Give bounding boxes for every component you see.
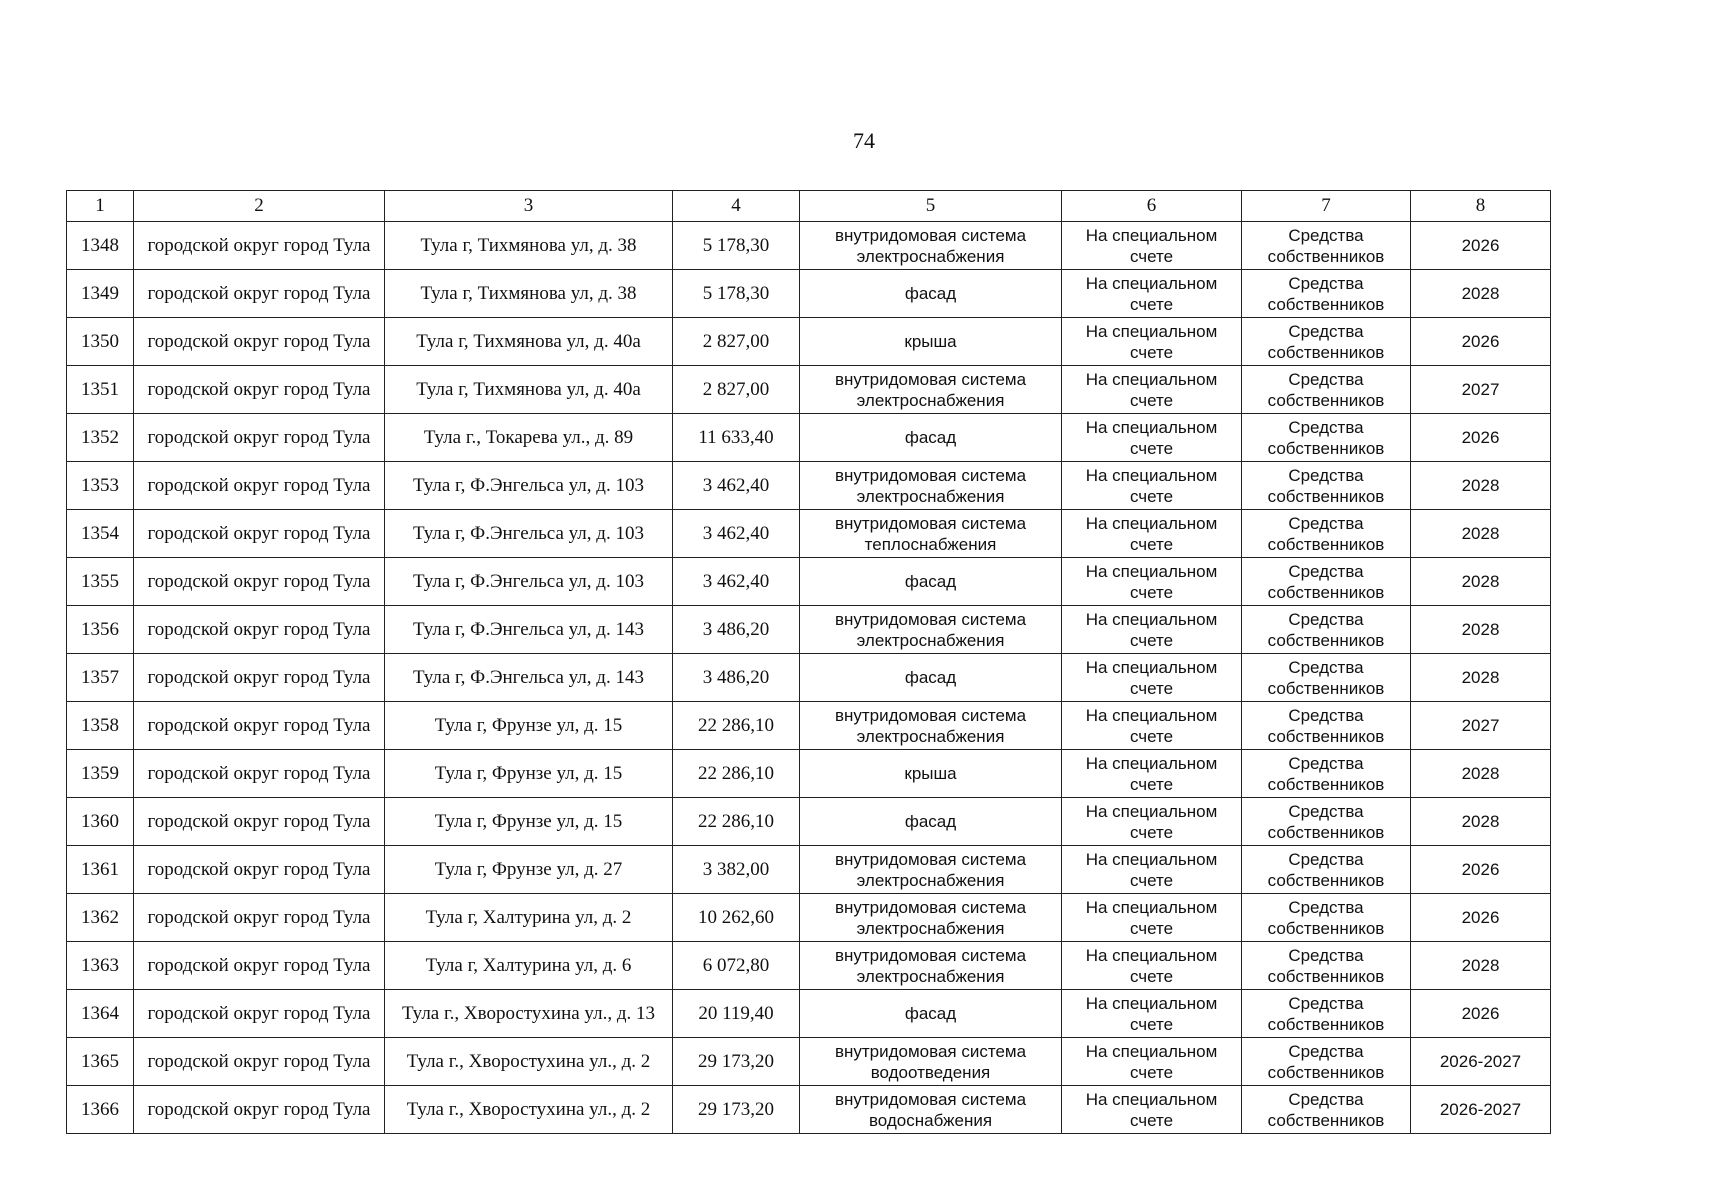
year-cell: 2028 <box>1411 510 1551 558</box>
work-type-cell: крыша <box>800 750 1062 798</box>
row-number: 1366 <box>67 1086 134 1134</box>
work-type-cell: фасад <box>800 558 1062 606</box>
table-row <box>67 846 1551 894</box>
area-cell: 3 462,40 <box>673 510 800 558</box>
account-cell: На специальном счете <box>1062 414 1242 462</box>
table-row <box>67 894 1551 942</box>
work-type-cell: фасад <box>800 414 1062 462</box>
address-cell: Тула г., Хворостухина ул., д. 2 <box>385 1086 673 1134</box>
funding-cell: Средства собственников <box>1242 270 1411 318</box>
municipality-cell: городской округ город Тула <box>134 990 385 1038</box>
account-cell: На специальном счете <box>1062 894 1242 942</box>
funding-cell: Средства собственников <box>1242 654 1411 702</box>
municipality-cell: городской округ город Тула <box>134 414 385 462</box>
area-cell: 5 178,30 <box>673 222 800 270</box>
year-cell: 2026 <box>1411 318 1551 366</box>
funding-cell: Средства собственников <box>1242 222 1411 270</box>
work-type-cell: крыша <box>800 318 1062 366</box>
year-cell: 2026 <box>1411 414 1551 462</box>
account-cell: На специальном счете <box>1062 798 1242 846</box>
address-cell: Тула г., Токарева ул., д. 89 <box>385 414 673 462</box>
year-cell: 2028 <box>1411 750 1551 798</box>
municipality-cell: городской округ город Тула <box>134 1086 385 1134</box>
year-cell: 2028 <box>1411 798 1551 846</box>
area-cell: 6 072,80 <box>673 942 800 990</box>
registry-body <box>67 222 1551 1134</box>
table-row <box>67 606 1551 654</box>
municipality-cell: городской округ город Тула <box>134 846 385 894</box>
year-cell: 2026 <box>1411 222 1551 270</box>
row-number: 1356 <box>67 606 134 654</box>
table-row <box>67 750 1551 798</box>
work-type-cell: внутридомовая система электроснабжения <box>800 846 1062 894</box>
address-cell: Тула г., Хворостухина ул., д. 13 <box>385 990 673 1038</box>
area-cell: 22 286,10 <box>673 750 800 798</box>
funding-cell: Средства собственников <box>1242 318 1411 366</box>
year-cell: 2026 <box>1411 990 1551 1038</box>
municipality-cell: городской округ город Тула <box>134 1038 385 1086</box>
municipality-cell: городской округ город Тула <box>134 894 385 942</box>
address-cell: Тула г, Ф.Энгельса ул, д. 143 <box>385 654 673 702</box>
address-cell: Тула г, Халтурина ул, д. 6 <box>385 942 673 990</box>
work-type-cell: фасад <box>800 654 1062 702</box>
address-cell: Тула г., Хворостухина ул., д. 2 <box>385 1038 673 1086</box>
municipality-cell: городской округ город Тула <box>134 606 385 654</box>
column-header: 3 <box>385 191 673 222</box>
column-header: 2 <box>134 191 385 222</box>
row-number: 1355 <box>67 558 134 606</box>
address-cell: Тула г, Халтурина ул, д. 2 <box>385 894 673 942</box>
funding-cell: Средства собственников <box>1242 366 1411 414</box>
table-row <box>67 942 1551 990</box>
funding-cell: Средства собственников <box>1242 894 1411 942</box>
funding-cell: Средства собственников <box>1242 462 1411 510</box>
work-type-cell: внутридомовая система электроснабжения <box>800 606 1062 654</box>
work-type-cell: внутридомовая система электроснабжения <box>800 222 1062 270</box>
address-cell: Тула г, Фрунзе ул, д. 15 <box>385 750 673 798</box>
work-type-cell: внутридомовая система водоснабжения <box>800 1086 1062 1134</box>
year-cell: 2028 <box>1411 270 1551 318</box>
municipality-cell: городской округ город Тула <box>134 558 385 606</box>
area-cell: 29 173,20 <box>673 1086 800 1134</box>
page-number: 74 <box>853 128 875 153</box>
row-number: 1363 <box>67 942 134 990</box>
account-cell: На специальном счете <box>1062 558 1242 606</box>
area-cell: 3 462,40 <box>673 462 800 510</box>
column-header: 8 <box>1411 191 1551 222</box>
work-type-cell: фасад <box>800 270 1062 318</box>
funding-cell: Средства собственников <box>1242 702 1411 750</box>
account-cell: На специальном счете <box>1062 1086 1242 1134</box>
year-cell: 2028 <box>1411 558 1551 606</box>
year-cell: 2026-2027 <box>1411 1086 1551 1134</box>
funding-cell: Средства собственников <box>1242 942 1411 990</box>
funding-cell: Средства собственников <box>1242 750 1411 798</box>
table-row <box>67 366 1551 414</box>
municipality-cell: городской округ город Тула <box>134 654 385 702</box>
area-cell: 22 286,10 <box>673 798 800 846</box>
row-number: 1350 <box>67 318 134 366</box>
row-number: 1353 <box>67 462 134 510</box>
account-cell: На специальном счете <box>1062 846 1242 894</box>
year-cell: 2028 <box>1411 942 1551 990</box>
area-cell: 20 119,40 <box>673 990 800 1038</box>
table-row <box>67 462 1551 510</box>
column-header: 6 <box>1062 191 1242 222</box>
row-number: 1348 <box>67 222 134 270</box>
row-number: 1364 <box>67 990 134 1038</box>
work-type-cell: фасад <box>800 798 1062 846</box>
area-cell: 3 462,40 <box>673 558 800 606</box>
account-cell: На специальном счете <box>1062 270 1242 318</box>
account-cell: На специальном счете <box>1062 750 1242 798</box>
row-number: 1358 <box>67 702 134 750</box>
account-cell: На специальном счете <box>1062 990 1242 1038</box>
address-cell: Тула г, Ф.Энгельса ул, д. 143 <box>385 606 673 654</box>
row-number: 1351 <box>67 366 134 414</box>
municipality-cell: городской округ город Тула <box>134 798 385 846</box>
account-cell: На специальном счете <box>1062 606 1242 654</box>
year-cell: 2027 <box>1411 366 1551 414</box>
area-cell: 2 827,00 <box>673 366 800 414</box>
work-type-cell: внутридомовая система электроснабжения <box>800 942 1062 990</box>
year-cell: 2026 <box>1411 894 1551 942</box>
account-cell: На специальном счете <box>1062 222 1242 270</box>
account-cell: На специальном счете <box>1062 510 1242 558</box>
year-cell: 2026-2027 <box>1411 1038 1551 1086</box>
municipality-cell: городской округ город Тула <box>134 942 385 990</box>
area-cell: 2 827,00 <box>673 318 800 366</box>
funding-cell: Средства собственников <box>1242 510 1411 558</box>
address-cell: Тула г, Ф.Энгельса ул, д. 103 <box>385 510 673 558</box>
table-row <box>67 702 1551 750</box>
funding-cell: Средства собственников <box>1242 990 1411 1038</box>
area-cell: 5 178,30 <box>673 270 800 318</box>
row-number: 1365 <box>67 1038 134 1086</box>
table-row <box>67 798 1551 846</box>
row-number: 1352 <box>67 414 134 462</box>
account-cell: На специальном счете <box>1062 1038 1242 1086</box>
row-number: 1361 <box>67 846 134 894</box>
address-cell: Тула г, Тихмянова ул, д. 40а <box>385 366 673 414</box>
row-number: 1359 <box>67 750 134 798</box>
address-cell: Тула г, Фрунзе ул, д. 15 <box>385 702 673 750</box>
address-cell: Тула г, Тихмянова ул, д. 40а <box>385 318 673 366</box>
table-row <box>67 510 1551 558</box>
municipality-cell: городской округ город Тула <box>134 750 385 798</box>
table-row <box>67 558 1551 606</box>
row-number: 1354 <box>67 510 134 558</box>
area-cell: 3 486,20 <box>673 606 800 654</box>
year-cell: 2026 <box>1411 846 1551 894</box>
year-cell: 2027 <box>1411 702 1551 750</box>
table-row <box>67 318 1551 366</box>
column-header: 7 <box>1242 191 1411 222</box>
municipality-cell: городской округ город Тула <box>134 366 385 414</box>
work-type-cell: фасад <box>800 990 1062 1038</box>
funding-cell: Средства собственников <box>1242 846 1411 894</box>
address-cell: Тула г, Тихмянова ул, д. 38 <box>385 270 673 318</box>
funding-cell: Средства собственников <box>1242 1038 1411 1086</box>
funding-cell: Средства собственников <box>1242 606 1411 654</box>
account-cell: На специальном счете <box>1062 462 1242 510</box>
account-cell: На специальном счете <box>1062 366 1242 414</box>
area-cell: 29 173,20 <box>673 1038 800 1086</box>
table-row <box>67 1038 1551 1086</box>
year-cell: 2028 <box>1411 606 1551 654</box>
table-row <box>67 414 1551 462</box>
municipality-cell: городской округ город Тула <box>134 270 385 318</box>
work-type-cell: внутридомовая система водоотведения <box>800 1038 1062 1086</box>
address-cell: Тула г, Ф.Энгельса ул, д. 103 <box>385 462 673 510</box>
funding-cell: Средства собственников <box>1242 1086 1411 1134</box>
area-cell: 22 286,10 <box>673 702 800 750</box>
account-cell: На специальном счете <box>1062 654 1242 702</box>
municipality-cell: городской округ город Тула <box>134 318 385 366</box>
funding-cell: Средства собственников <box>1242 798 1411 846</box>
area-cell: 10 262,60 <box>673 894 800 942</box>
row-number: 1362 <box>67 894 134 942</box>
work-type-cell: внутридомовая система электроснабжения <box>800 366 1062 414</box>
year-cell: 2028 <box>1411 654 1551 702</box>
table-row <box>67 222 1551 270</box>
address-cell: Тула г, Тихмянова ул, д. 38 <box>385 222 673 270</box>
work-type-cell: внутридомовая система электроснабжения <box>800 462 1062 510</box>
area-cell: 11 633,40 <box>673 414 800 462</box>
column-header: 4 <box>673 191 800 222</box>
registry-table <box>66 190 1551 1134</box>
column-header: 5 <box>800 191 1062 222</box>
work-type-cell: внутридомовая система теплоснабжения <box>800 510 1062 558</box>
column-number-row <box>67 191 1551 222</box>
municipality-cell: городской округ город Тула <box>134 510 385 558</box>
row-number: 1360 <box>67 798 134 846</box>
address-cell: Тула г, Ф.Энгельса ул, д. 103 <box>385 558 673 606</box>
municipality-cell: городской округ город Тула <box>134 222 385 270</box>
row-number: 1357 <box>67 654 134 702</box>
municipality-cell: городской округ город Тула <box>134 702 385 750</box>
table-row <box>67 270 1551 318</box>
row-number: 1349 <box>67 270 134 318</box>
table-row <box>67 1086 1551 1134</box>
work-type-cell: внутридомовая система электроснабжения <box>800 894 1062 942</box>
funding-cell: Средства собственников <box>1242 414 1411 462</box>
account-cell: На специальном счете <box>1062 702 1242 750</box>
funding-cell: Средства собственников <box>1242 558 1411 606</box>
column-header: 1 <box>67 191 134 222</box>
area-cell: 3 382,00 <box>673 846 800 894</box>
table-row <box>67 990 1551 1038</box>
account-cell: На специальном счете <box>1062 318 1242 366</box>
account-cell: На специальном счете <box>1062 942 1242 990</box>
municipality-cell: городской округ город Тула <box>134 462 385 510</box>
address-cell: Тула г, Фрунзе ул, д. 27 <box>385 846 673 894</box>
year-cell: 2028 <box>1411 462 1551 510</box>
address-cell: Тула г, Фрунзе ул, д. 15 <box>385 798 673 846</box>
area-cell: 3 486,20 <box>673 654 800 702</box>
work-type-cell: внутридомовая система электроснабжения <box>800 702 1062 750</box>
table-row <box>67 654 1551 702</box>
